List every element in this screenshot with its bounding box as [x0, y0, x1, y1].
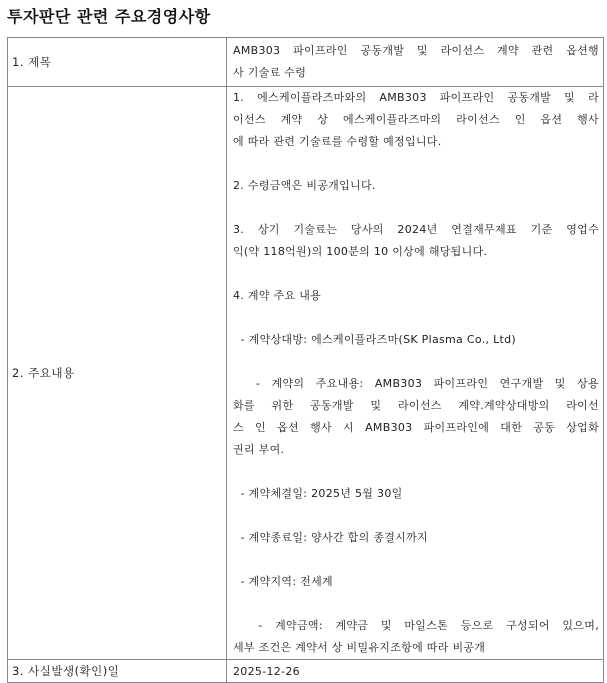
content-p3-line-2: 익(약 118억원)의 100분의 10 이상에 해당됩니다.: [233, 245, 488, 258]
content-p1-line-2: 이선스 계약 상 에스케이플라즈마의 라이선스 인 옵션 행사: [233, 113, 599, 126]
content-p1-line-1: 1. 에스케이플라즈마와의 AMB303 파이프라인 공동개발 및 라: [233, 91, 599, 104]
content-spacer: [233, 593, 599, 615]
content-p2: 2. 수령금액은 비공개입니다.: [233, 179, 376, 192]
content-spacer: [233, 505, 599, 527]
row-value-date: 2025-12-26: [227, 660, 604, 683]
row-label-content: 2. 주요내용: [8, 87, 227, 660]
table-row-content: [8, 87, 604, 660]
content-p3-line-1: 3. 상기 기술료는 당사의 2024년 연결재무제표 기준 영업수: [233, 223, 599, 236]
content-spacer: [233, 351, 599, 373]
disclosure-table: [7, 37, 604, 683]
content-spacer: [233, 307, 599, 329]
content-spacer: [233, 549, 599, 571]
content-spacer: [233, 461, 599, 483]
table-row-title: [8, 38, 604, 87]
page-title: 투자판단 관련 주요경영사항: [7, 7, 211, 26]
title-line-2: 사 기술료 수령: [233, 66, 307, 79]
content-p1-line-3: 에 따라 관련 기술료를 수령할 예정입니다.: [233, 135, 442, 148]
content-region: - 계약지역: 전세계: [233, 575, 333, 588]
content-spacer: [233, 197, 599, 219]
content-spacer: [233, 153, 599, 175]
table-row-date: [8, 660, 604, 683]
row-label-title: 1. 제목: [8, 38, 227, 87]
content-spacer: [233, 263, 599, 285]
content-main-line-1: - 계약의 주요내용: AMB303 파이프라인 연구개발 및 상용: [233, 377, 599, 390]
content-amount-line-1: - 계약금액: 계약금 및 마일스톤 등으로 구성되어 있으며,: [233, 619, 599, 632]
row-label-date: 3. 사실발생(확인)일: [8, 660, 227, 683]
content-main-line-3: 스 인 옵션 행사 시 AMB303 파이프라인에 대한 공동 상업화: [233, 421, 599, 434]
content-amount-line-2: 세부 조건은 계약서 상 비밀유지조항에 따라 비공개: [233, 641, 486, 654]
content-end-date: - 계약종료일: 양사간 합의 종결시까지: [233, 531, 428, 544]
content-main-line-2: 화를 위한 공동개발 및 라이선스 계약.계약상대방의 라이선: [233, 399, 599, 412]
content-counterparty: - 계약상대방: 에스케이플라즈마(SK Plasma Co., Ltd): [233, 333, 517, 346]
row-value-title: [227, 38, 604, 87]
row-value-content: [227, 87, 604, 660]
content-contract-date: - 계약체결일: 2025년 5월 30일: [233, 487, 403, 500]
content-p4: 4. 계약 주요 내용: [233, 289, 322, 302]
content-main-line-4: 권리 부여.: [233, 443, 285, 456]
title-line-1: AMB303 파이프라인 공동개발 및 라이선스 계약 관련 옵션행: [233, 44, 599, 57]
